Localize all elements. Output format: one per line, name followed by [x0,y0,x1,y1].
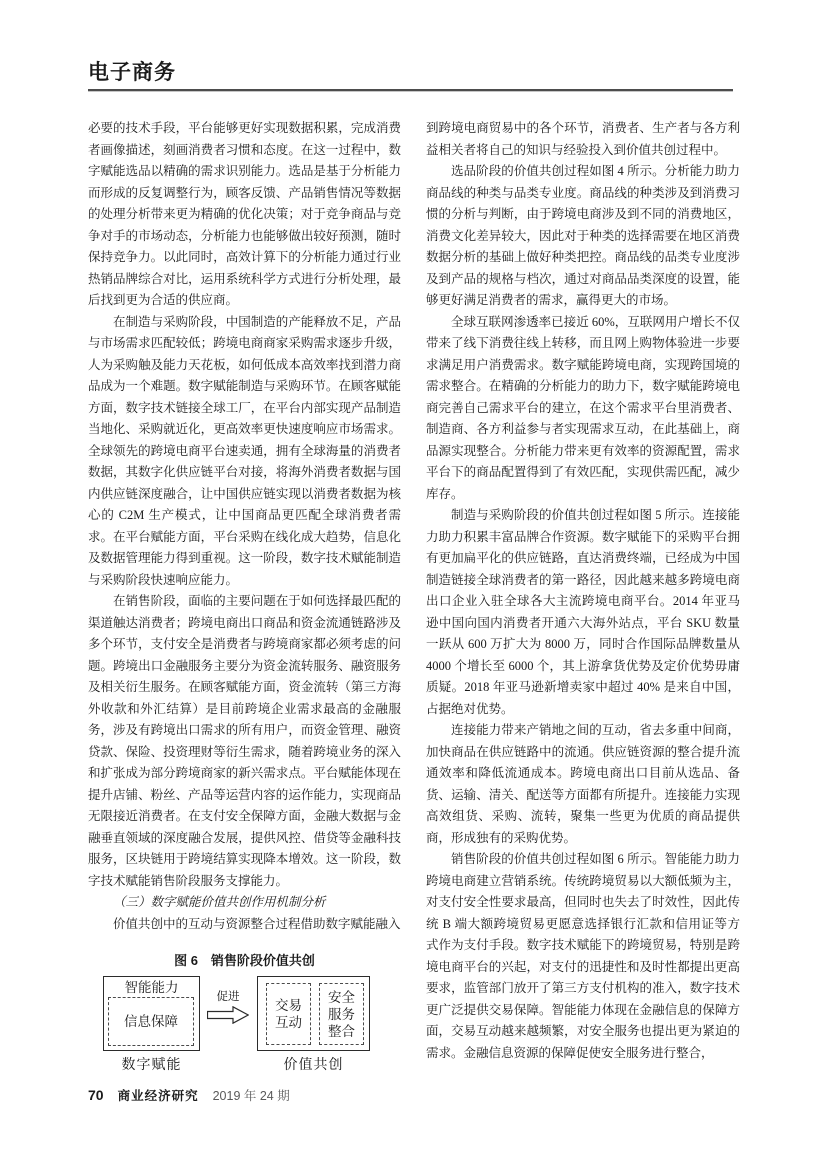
page-footer [88,1086,733,1105]
value-cocreation-box [257,976,370,1051]
subsection-heading: （三）数字赋能价值共创作用机制分析 [113,895,326,909]
transaction-interaction-box [266,983,311,1045]
section-title: 电子商务 [88,61,176,84]
paragraph: 连接能力带来产销地之间的互动，省去多重中间商，加快商品在供应链路中的流通。供应链资源的整合提升流通效率和降低流通成本。跨境电商出口目前从选品、备货、运输、清关、配送等方面都有所提升。连接能力实现高效组货、采购、流转，聚集一些更为优质的商品提供商，形成独有的采购优势。 [426,723,740,845]
value-cocreation-group-label: 价值共创 [283,1058,344,1073]
issue-info: 2019 年 24 期 [212,1089,290,1103]
paragraph: 全球互联网渗透率已接近 60%，互联网用户增长不仅带来了线下消费往线上转移，而且网上购物体验进一步要求满足用户消费需求。数字赋能跨境电商，实现跨国境的需求整合。在精确的分析能力的助力下，数字赋能跨境电商完善自己需求平台的建立，在这个需求平台里消费者、制造商、各方利益参与者实现需求互动，在此基础上，商品源实现整合。分析能力带来更有效率的资源配置，需求平台下的商品配置得到了有效匹配，实现供需匹配，减少库存。 [426,314,740,501]
intelligence-capability-label: 智能能力 [124,980,179,995]
page-number: 70 [88,1087,104,1103]
paragraph: 价值共创中的互动与资源整合过程借助数字赋能融入 [113,916,401,931]
information-assurance-label: 信息保障 [124,1014,178,1029]
right-column [426,118,740,1064]
information-assurance-box [108,997,194,1046]
digital-empowerment-group-label: 数字赋能 [121,1058,182,1073]
figure-caption: 图 6 销售阶段价值共创 [174,953,315,968]
paragraph: 制造与采购阶段的价值共创过程如图 5 所示。连接能力助力积累丰富品牌合作资源。数字赋能下的采购平台拥有更加扁平化的供应链路，直达消费终端，已经成为中国制造链接全球消费者的第一路径，因此越来越多跨境电商出口企业入驻全球各大主流跨境电商平台。2014 年亚马逊中国向国内消费者开通六大海外站点，平台 SKU 数量一跃从 600 万扩大为 8000 万，同时合作国际品牌数量从 4000 个增长至 6000 个，其上游拿货优势及定价优势毋庸质疑。2018 年亚马逊新增卖家中超过 40% 是来自中国，占据绝对优势。 [426,508,740,716]
header-rule [88,89,733,92]
figure-diagram [88,973,401,1083]
paragraph: 选品阶段的价值共创过程如图 4 所示。分析能力助力商品线的种类与品类专业度。商品线的种类涉及到消费习惯的分析与判断，由于跨境电商涉及到不同的消费地区，消费文化差异较大，因此对于种类的选择需要在地区消费数据分析的基础上做好种类把控。商品线的品类专业度涉及到产品的规格与档次，通过对商品品类深度的设置，能够更好满足消费者的需求，赢得更大的市场。 [426,164,740,307]
paragraph: 必要的技术手段，平台能够更好实现数据积累，完成消费者画像描述，刻画消费者习惯和态度。在这一过程中，数字赋能选品以精确的需求识别能力。选品是基于分析能力而形成的反复调整行为，顾客反馈、产品销售情况等数据的处理分析带来更为精确的优化决策；对于竞争商品与竞争对手的市场动态，分析能力也能够做出较好预测，随时保持竞争力。以此同时，高效计算下的分析能力通过行业热销品牌综合对比，运用系统科学方式进行分析处理，最后找到更为合适的供应商。 [88,121,401,307]
security-service-integration-box [319,983,364,1045]
section-header [88,60,733,92]
paragraph: 在销售阶段，面临的主要问题在于如何选择最匹配的渠道触达消费者；跨境电商出口商品和资金流通链路涉及多个环节，支付安全是消费者与跨境商家都必须考虑的问题。跨境出口金融服务主要分为资金流转服务、融资服务及相关衍生服务。在顾客赋能方面，资金流转（第三方海外收款和外汇结算）是目前跨境企业需求最高的金融服务，涉及有跨境出口需求的所有用户，而资金管理、融资贷款、保险、投资理财等衍生需求，随着跨境业务的深入和扩张成为部分跨境商家的新兴需求点。平台赋能体现在提升店铺、粉丝、产品等运营内容的运作能力，实现商品无限接近消费者。在支付安全保障方面，金融大数据与金融垂直领域的深度融合发展，提供风控、借贷等金融科技服务，区块链用于跨境结算实现降本增效。这一阶段，数字技术赋能销售阶段服务支撑能力。 [88,594,401,888]
paragraph: 到跨境电商贸易中的各个环节，消费者、生产者与各方利益相关者将自己的知识与经验投入到价值共创过程中。 [426,121,740,157]
paragraph: 在制造与采购阶段，中国制造的产能释放不足，产品与市场需求匹配较低；跨境电商商家采购需求逐步升级，人为采购触及能力天花板，如何低成本高效率找到潜力商品成为一个难题。数字赋能制造与采购环节。在顾客赋能方面，数字技术链接全球工厂，在平台内部实现产品制造当地化、采购就近化，更高效率更快速度响应市场需求。全球领先的跨境电商平台速卖通，拥有全球海量的消费者数据，其数字化供应链平台对接，将海外消费者数据与国内供应链深度融合，让中国供应链实现以消费者数据为核心的 C2M 生产模式，让中国商品更匹配全球消费者需求。在平台赋能方面，平台采购在线化成大趋势，信息化及数据管理能力得到重视。这一阶段，数字技术赋能制造与采购阶段快速响应能力。 [88,314,401,587]
promote-arrow-label: 促进 [216,991,240,1003]
journal-name: 商业经济研究 [117,1089,199,1103]
paragraph: 销售阶段的价值共创过程如图 6 所示。智能能力助力跨境电商建立营销系统。传统跨境贸易以大额低频为主，对支付安全性要求最高，但同时也失去了时效性，因此传统 B 端大额跨境贸易更愿意选择银行汇款和信用证等方式作为支付手段。数字技术赋能下的跨境贸易，特别是跨境电商平台的兴起，对支付的迅捷性和及时性都提出更高要求，监管部门放开了第三方支付机构的准入，数字技术更广泛提供交易保障。智能能力体现在金融信息的保障方面，交易互动越来越频繁，对安全服务也提出更为紧迫的需求。金融信息资源的保障促使安全服务进行整合， [426,852,740,1060]
left-column [88,118,401,935]
transaction-interaction-label: 交易互动 [275,998,302,1030]
security-service-integration-label: 安全服务整合 [328,989,355,1039]
digital-empowerment-box [103,976,200,1051]
right-block-arrow-icon [207,1006,249,1024]
